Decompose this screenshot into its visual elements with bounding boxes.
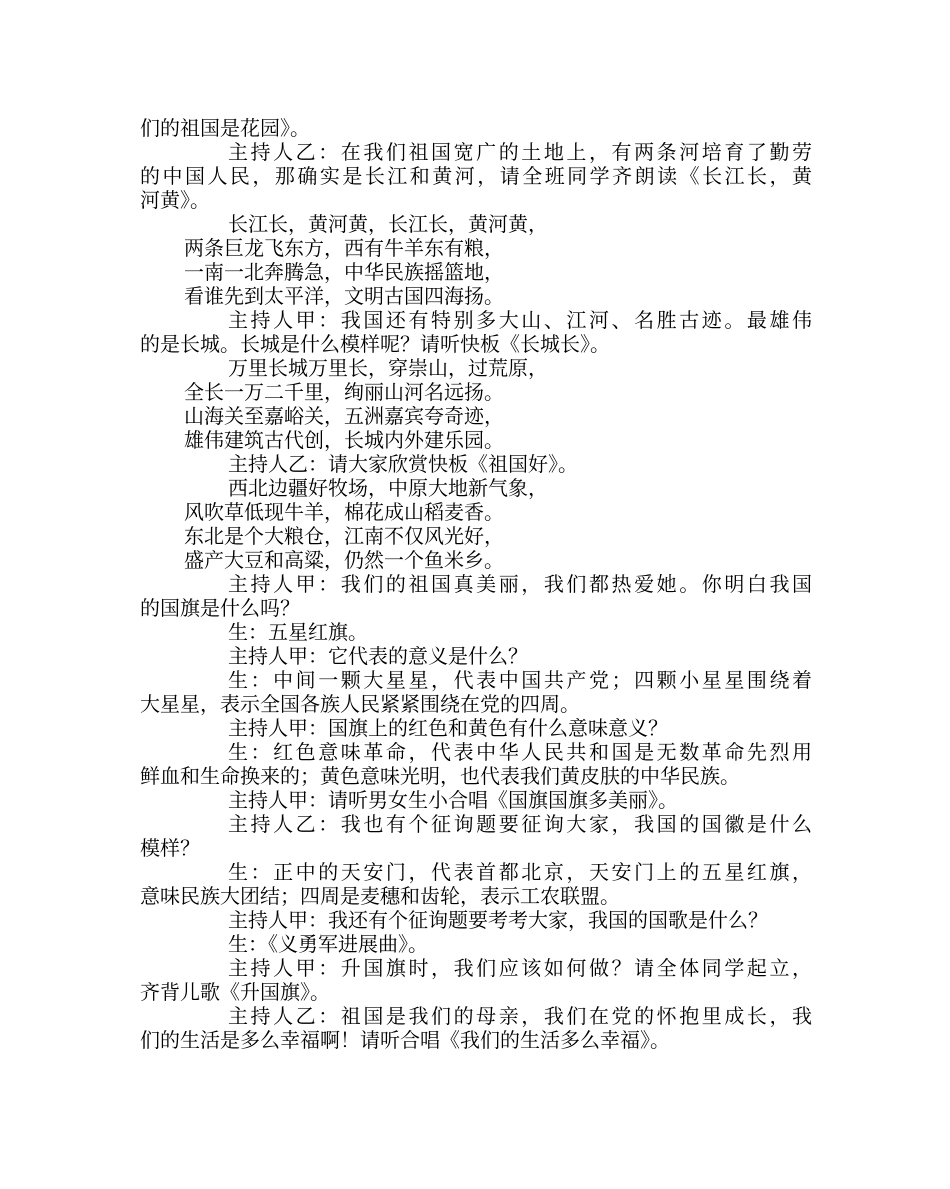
text-line: 主持人甲：它代表的意义是什么？ <box>228 644 528 668</box>
text-line: 主持人甲：我国还有特别多大山、江河、名胜古迹。最雄伟 <box>228 308 812 332</box>
text-line: 生：五星红旗。 <box>228 620 368 644</box>
text-line: 万里长城万里长，穿崇山，过荒原， <box>228 356 548 380</box>
text-line: 主持人甲：升国旗时，我们应该如何做？请全体同学起立， <box>228 956 812 980</box>
text-line: 山海关至嘉峪关，五洲嘉宾夸奇迹， <box>184 404 504 428</box>
text-line: 生：正中的天安门，代表首都北京，天安门上的五星红旗， <box>228 860 812 884</box>
text-line: 两条巨龙飞东方，西有牛羊东有粮， <box>184 236 504 260</box>
text-line: 东北是个大粮仓，江南不仅风光好， <box>184 524 504 548</box>
text-line: 主持人甲：国旗上的红色和黄色有什么意味意义？ <box>228 716 668 740</box>
text-line: 主持人甲：请听男女生小合唱《国旗国旗多美丽》。 <box>228 788 678 812</box>
text-line: 主持人乙：请大家欣赏快板《祖国好》。 <box>228 452 578 476</box>
document-body <box>140 116 812 1052</box>
text-line: 生：中间一颗大星星，代表中国共产党；四颗小星星围绕着 <box>228 668 812 692</box>
text-line: 风吹草低现牛羊，棉花成山稻麦香。 <box>184 500 504 524</box>
text-line: 西北边疆好牧场，中原大地新气象， <box>228 476 548 500</box>
text-line: 意味民族大团结；四周是麦穗和齿轮，表示工农联盟。 <box>140 884 620 908</box>
text-line: 们的祖国是花园》。 <box>140 116 310 140</box>
text-line: 的国旗是什么吗？ <box>140 596 300 620</box>
text-line: 生：《义勇军进展曲》。 <box>228 932 428 956</box>
text-line: 河黄》。 <box>140 188 210 212</box>
text-line: 齐背儿歌《升国旗》。 <box>140 980 330 1004</box>
text-line: 长江长，黄河黄，长江长，黄河黄， <box>228 212 548 236</box>
text-line: 盛产大豆和高粱，仍然一个鱼米乡。 <box>184 548 504 572</box>
text-line: 全长一万二千里，绚丽山河名远扬。 <box>184 380 504 404</box>
text-line: 大星星，表示全国各族人民紧紧围绕在党的四周。 <box>140 692 580 716</box>
text-line: 主持人乙：在我们祖国宽广的土地上，有两条河培育了勤劳 <box>228 140 812 164</box>
text-line: 的是长城。长城是什么模样呢？请听快板《长城长》。 <box>140 332 610 356</box>
text-line: 主持人甲：我还有个征询题要考考大家，我国的国歌是什么？ <box>228 908 768 932</box>
text-line: 模样？ <box>140 836 200 860</box>
text-line: 一南一北奔腾急，中华民族摇篮地， <box>184 260 504 284</box>
text-line: 生：红色意味革命，代表中华人民共和国是无数革命先烈用 <box>228 740 812 764</box>
text-line: 看谁先到太平洋，文明古国四海扬。 <box>184 284 504 308</box>
text-line: 主持人甲：我们的祖国真美丽，我们都热爱她。你明白我国 <box>228 572 812 596</box>
text-line: 鲜血和生命换来的；黄色意味光明，也代表我们黄皮肤的中华民族。 <box>140 764 740 788</box>
text-line: 们的生活是多么幸福啊！请听合唱《我们的生活多么幸福》。 <box>140 1028 670 1052</box>
text-line: 主持人乙：我也有个征询题要征询大家，我国的国徽是什么 <box>228 812 812 836</box>
text-line: 雄伟建筑古代创，长城内外建乐园。 <box>184 428 504 452</box>
text-line: 主持人乙：祖国是我们的母亲，我们在党的怀抱里成长，我 <box>228 1004 812 1028</box>
text-line: 的中国人民，那确实是长江和黄河，请全班同学齐朗读《长江长，黄 <box>140 164 812 188</box>
